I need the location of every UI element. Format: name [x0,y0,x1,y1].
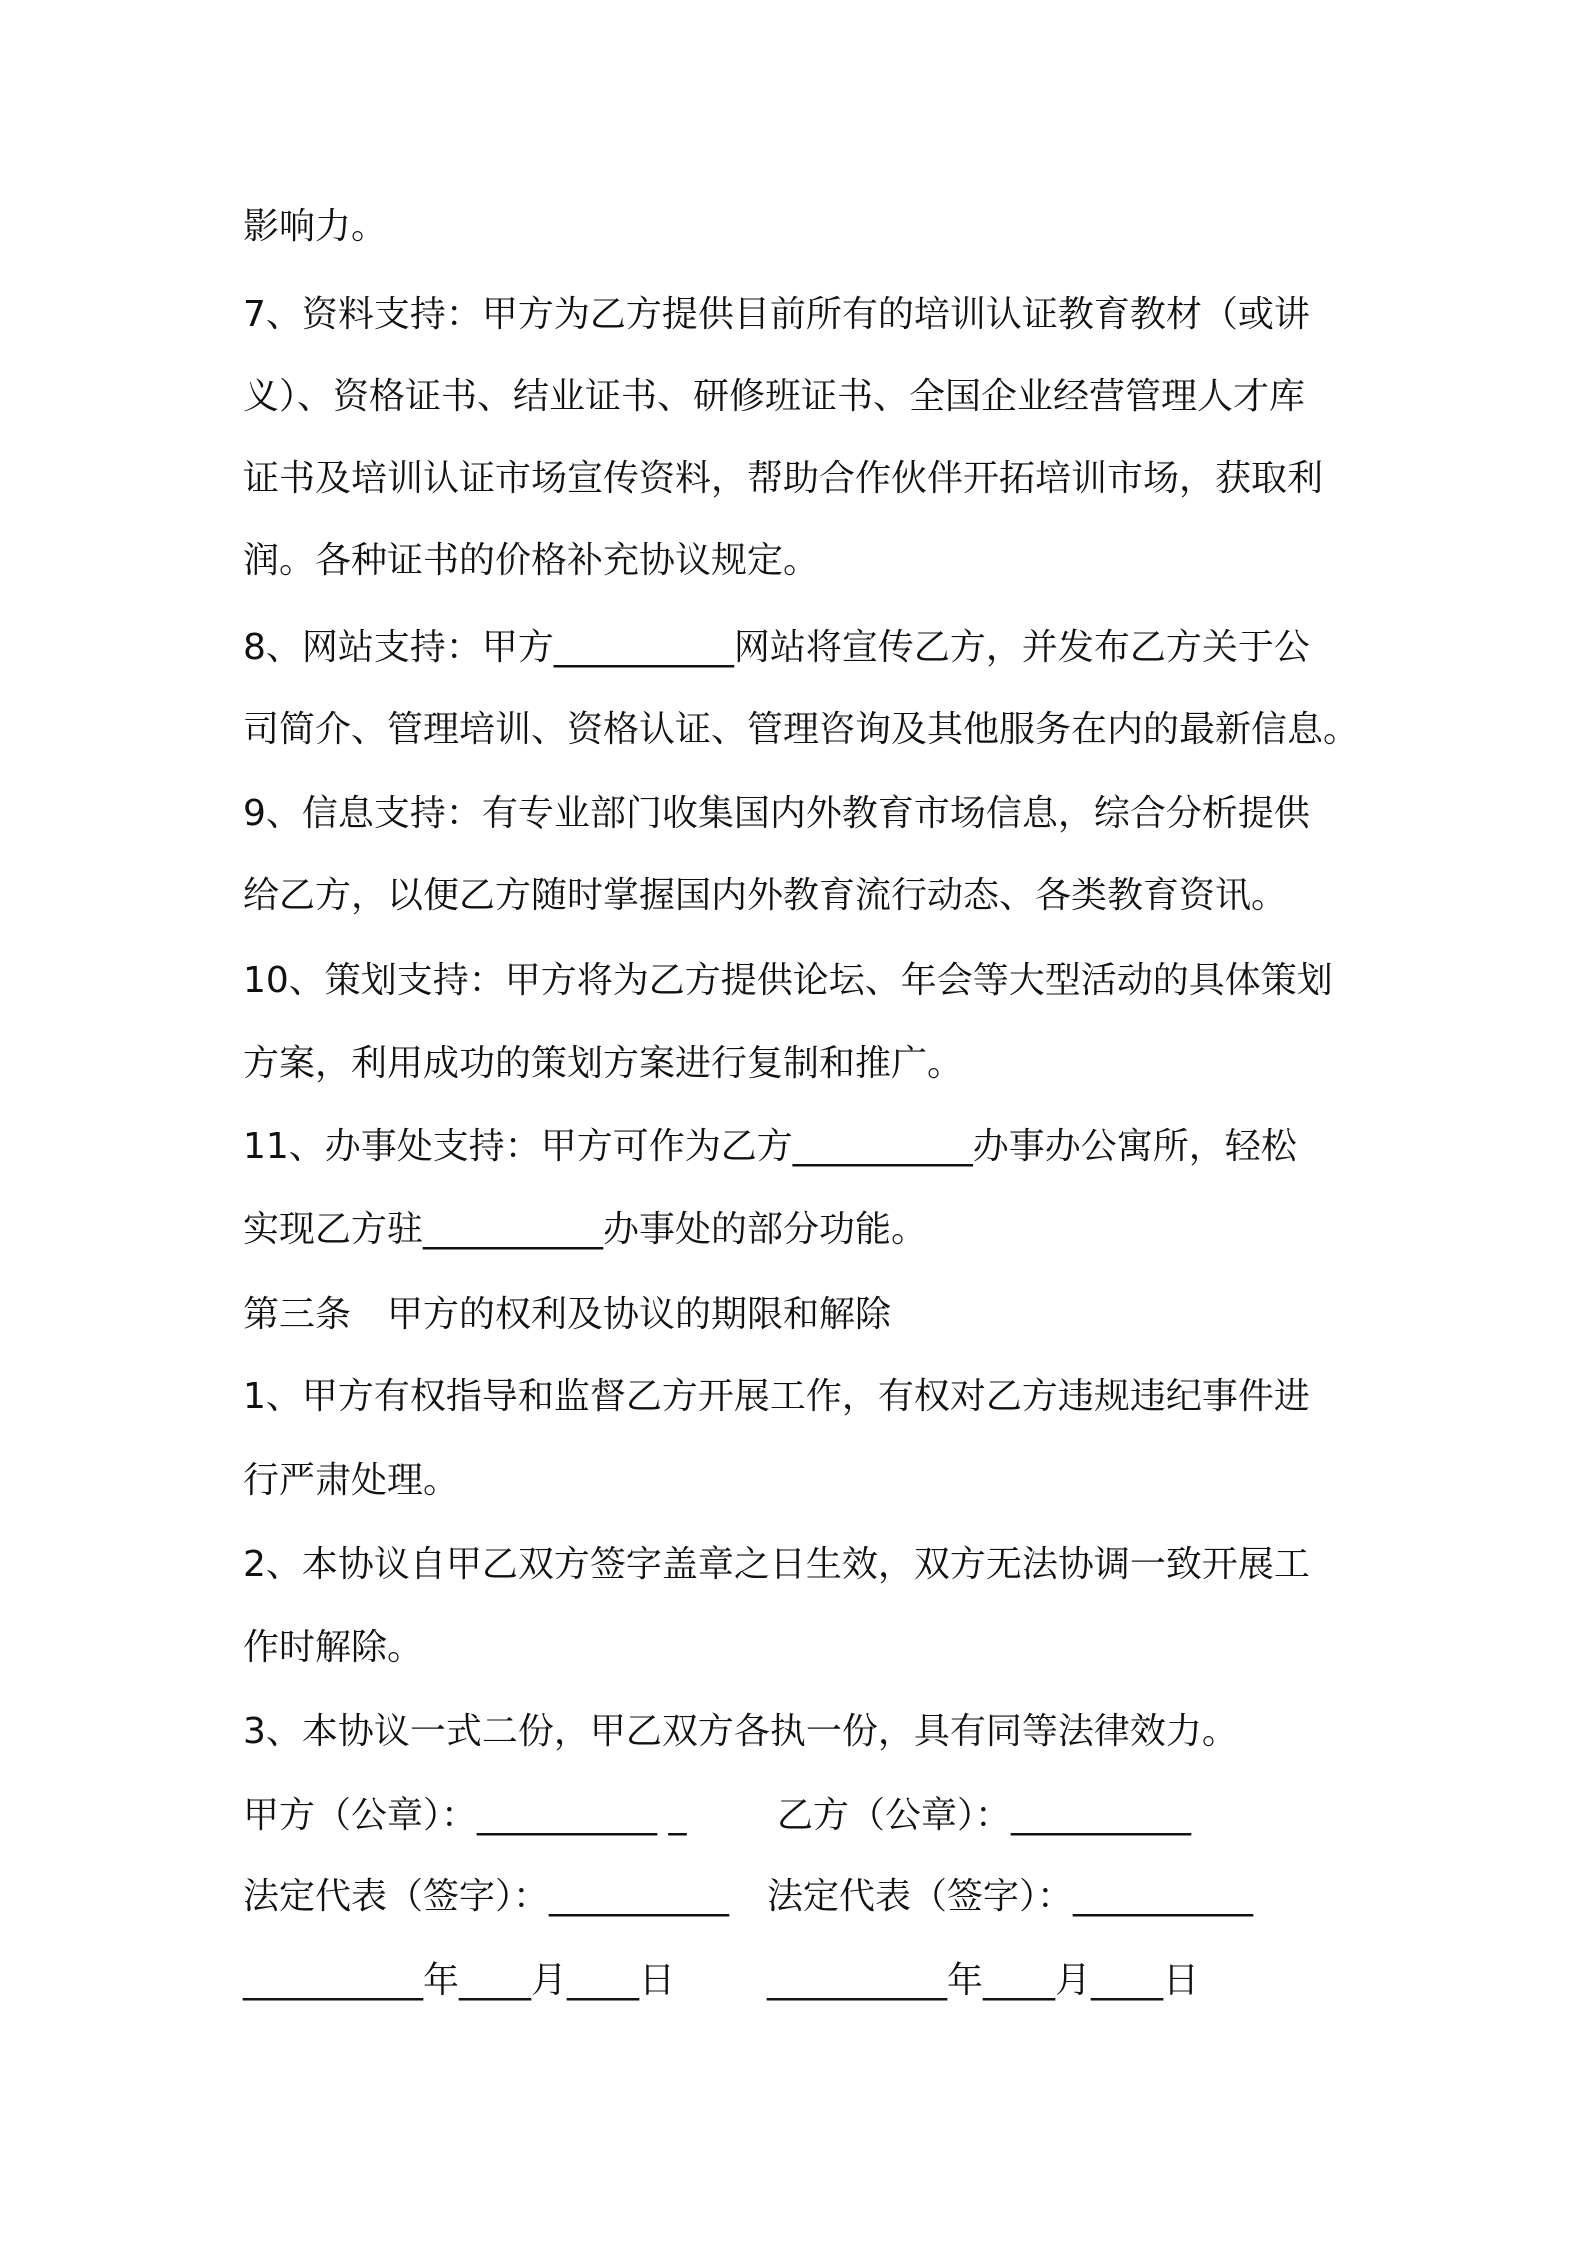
paragraph-line-1: 影响力。 [243,206,388,247]
article-3-item-1-line-2: 行严肃处理。 [243,1460,460,1501]
article-3-item-2-line-1: 2、本协议自甲乙双方签字盖章之日生效，双方无法协调一致开展工 [243,1544,1310,1585]
article-3-heading: 第三条 甲方的权利及协议的期限和解除 [243,1294,892,1335]
item-10-line-1: 10、策划支持：甲方将为乙方提供论坛、年会等大型活动的具体策划 [243,960,1333,1001]
item-9-line-2: 给乙方，以便乙方随时掌握国内外教育流行动态、各类教育资讯。 [243,875,1288,916]
item-8-line-2: 司简介、管理培训、资格认证、管理咨询及其他服务在内的最新信息。 [243,709,1360,750]
article-3-item-2-line-2: 作时解除。 [243,1627,424,1668]
party-a-representative-line: 法定代表（签字）：__________ [243,1876,730,1917]
party-a-date-line: __________年____月____日 [243,1960,675,2001]
item-7-line-2: 义）、资格证书、结业证书、研修班证书、全国企业经营管理人才库 [243,376,1306,417]
item-9-line-1: 9、信息支持：有专业部门收集国内外教育市场信息，综合分析提供 [243,793,1310,834]
item-11-line-1: 11、办事处支持：甲方可作为乙方__________办事办公寓所，轻松 [243,1126,1297,1167]
article-3-item-3: 3、本协议一式二份，甲乙双方各执一份，具有同等法律效力。 [243,1711,1238,1752]
item-10-line-2: 方案，利用成功的策划方案进行复制和推广。 [243,1043,964,1084]
party-a-seal-line: 甲方（公章）：__________ _ [243,1795,687,1836]
item-7-line-3: 证书及培训认证市场宣传资料，帮助合作伙伴开拓培训市场，获取利 [243,458,1324,499]
party-b-representative-line: 法定代表（签字）：__________ [767,1876,1254,1917]
item-8-line-1: 8、网站支持：甲方__________网站将宣传乙方，并发布乙方关于公 [243,627,1310,668]
article-3-item-1-line-1: 1、甲方有权指导和监督乙方开展工作，有权对乙方违规违纪事件进 [243,1376,1310,1417]
item-11-line-2: 实现乙方驻__________办事处的部分功能。 [243,1209,928,1250]
party-b-seal-line: 乙方（公章）：__________ [777,1795,1192,1836]
item-7-line-4: 润。各种证书的价格补充协议规定。 [243,540,820,581]
item-7-line-1: 7、资料支持：甲方为乙方提供目前所有的培训认证教育教材（或讲 [243,294,1310,335]
party-b-date-line: __________年____月____日 [767,1960,1199,2001]
